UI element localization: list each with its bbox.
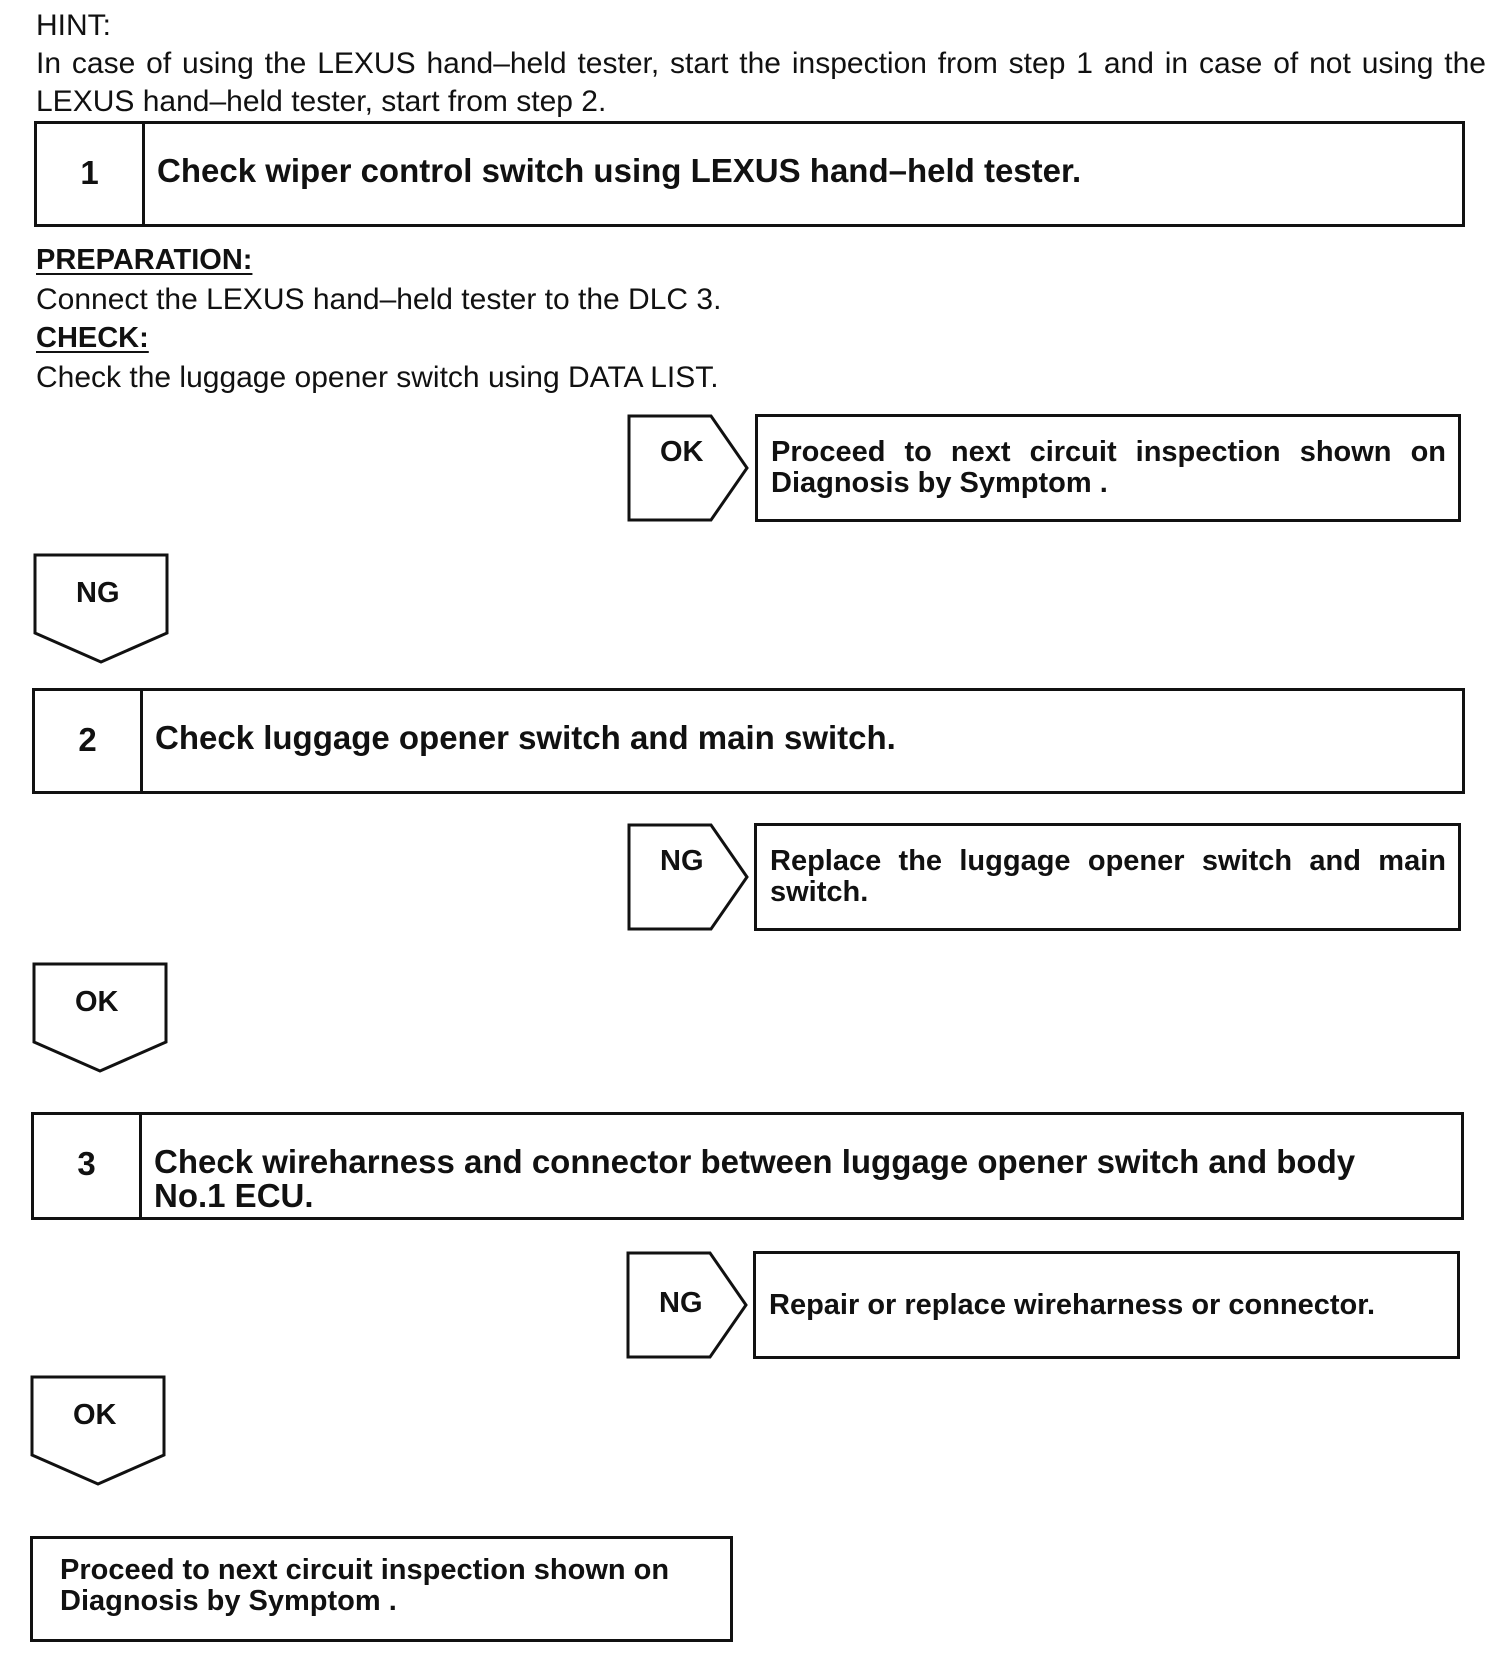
preparation-text: Connect the LEXUS hand–held tester to the DLC 3. [36, 283, 722, 316]
step-3-ok-label: OK [73, 1399, 117, 1431]
step-3-box [31, 1112, 1464, 1220]
step-1-ng-label: NG [76, 577, 120, 609]
step-2-ng-arrow [627, 823, 757, 931]
hint-text-line1: In case of using the LEXUS hand–held tester, start the inspection from step 1 and in case of not using the [36, 47, 1486, 80]
step-3-ng-arrow [626, 1251, 756, 1359]
step-1-number: 1 [37, 124, 145, 224]
step-3-ng-action: Repair or replace wireharness or connector. [753, 1251, 1460, 1359]
step-1-box [34, 121, 1465, 227]
step-2-ng-label: NG [660, 845, 704, 877]
step-3-number: 3 [34, 1115, 142, 1217]
step-1-title: Check wiper control switch using LEXUS hand–held tester. [157, 152, 1082, 189]
step-2-title: Check luggage opener switch and main switch. [155, 719, 896, 756]
step-2-ok-arrow [32, 962, 168, 1074]
step-2-number: 2 [35, 691, 143, 791]
step-1-ok-label: OK [660, 436, 704, 468]
step-3-ng-label: NG [659, 1287, 703, 1319]
step-3-ok-arrow [30, 1375, 166, 1487]
step-1-ok-arrow [627, 414, 757, 522]
step-2-ok-label: OK [75, 986, 119, 1018]
step-2-box [32, 688, 1465, 794]
check-heading: CHECK: [36, 322, 149, 354]
hint-label: HINT: [36, 9, 111, 42]
check-text: Check the luggage opener switch using DATA LIST. [36, 361, 719, 394]
step-1-ng-arrow [33, 553, 169, 665]
preparation-heading: PREPARATION: [36, 244, 253, 276]
final-action-box: Proceed to next circuit inspection shown on Diagnosis by Symptom . [30, 1536, 733, 1642]
step-2-ng-action: Replace the luggage opener switch and main switch. [754, 823, 1461, 931]
hint-text-line2: LEXUS hand–held tester, start from step 2. [36, 85, 607, 118]
step-3-title: Check wireharness and connector between luggage opener switch and body No.1 ECU. [154, 1143, 1356, 1214]
step-1-ok-action: Proceed to next circuit inspection shown on Diagnosis by Symptom . [755, 414, 1461, 522]
